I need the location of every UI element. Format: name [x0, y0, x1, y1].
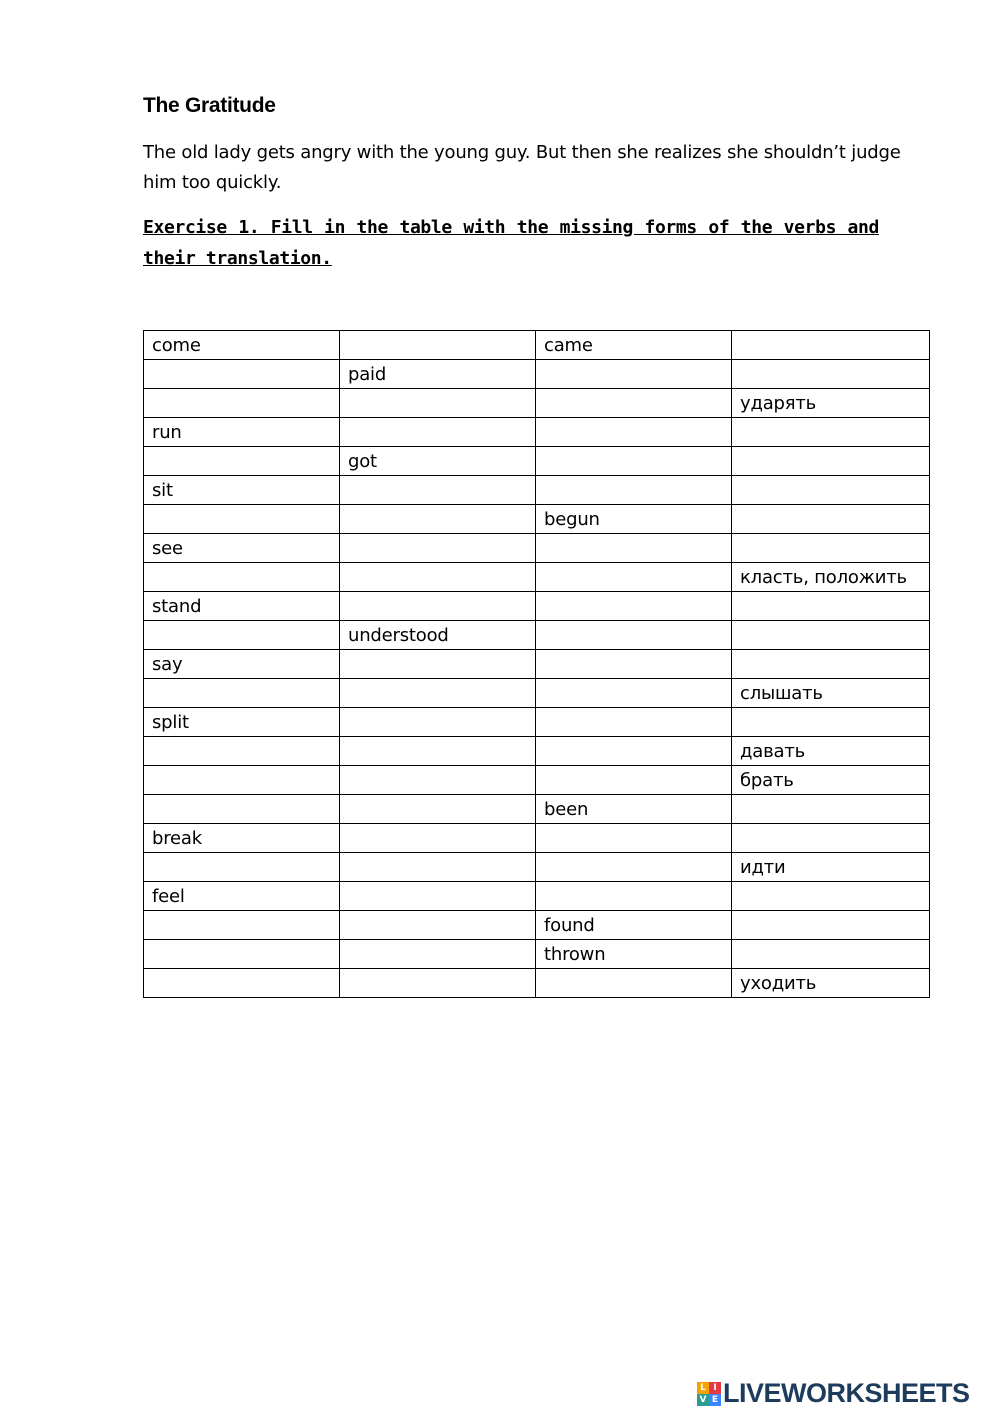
- table-row: [144, 940, 930, 969]
- table-cell[interactable]: [536, 766, 732, 795]
- table-cell[interactable]: [340, 795, 536, 824]
- table-row: [144, 534, 930, 563]
- table-cell: found: [536, 911, 732, 940]
- table-row: [144, 766, 930, 795]
- table-cell: came: [536, 331, 732, 360]
- table-cell[interactable]: [340, 679, 536, 708]
- table-cell[interactable]: [536, 592, 732, 621]
- table-row: [144, 795, 930, 824]
- table-cell[interactable]: [340, 853, 536, 882]
- table-cell: split: [144, 708, 340, 737]
- table-cell[interactable]: [732, 360, 930, 389]
- table-cell[interactable]: [340, 418, 536, 447]
- table-row: [144, 824, 930, 853]
- table-cell[interactable]: [536, 679, 732, 708]
- table-cell: уходить: [732, 969, 930, 998]
- table-cell[interactable]: [340, 766, 536, 795]
- table-cell[interactable]: [732, 592, 930, 621]
- liveworksheets-brand: [697, 1378, 970, 1409]
- table-cell[interactable]: [536, 534, 732, 563]
- table-cell[interactable]: [732, 824, 930, 853]
- table-cell[interactable]: [340, 476, 536, 505]
- table-cell[interactable]: [340, 592, 536, 621]
- table-cell[interactable]: [732, 795, 930, 824]
- table-cell[interactable]: [536, 447, 732, 476]
- table-cell[interactable]: [340, 940, 536, 969]
- table-cell[interactable]: [536, 824, 732, 853]
- table-row: [144, 882, 930, 911]
- logo-letter: I: [709, 1382, 721, 1394]
- table-cell: ударять: [732, 389, 930, 418]
- table-row: [144, 679, 930, 708]
- table-cell: thrown: [536, 940, 732, 969]
- liveworksheets-logo-icon: [697, 1382, 721, 1406]
- table-cell: begun: [536, 505, 732, 534]
- verb-table-body: [144, 331, 930, 998]
- table-cell[interactable]: [340, 737, 536, 766]
- table-cell[interactable]: [732, 621, 930, 650]
- table-cell[interactable]: [144, 679, 340, 708]
- table-cell: break: [144, 824, 340, 853]
- table-row: [144, 331, 930, 360]
- table-row: [144, 418, 930, 447]
- table-cell: давать: [732, 737, 930, 766]
- table-cell[interactable]: [340, 969, 536, 998]
- exercise-instruction: Exercise 1. Fill in the table with the missing forms of the verbs and their translation.: [143, 217, 879, 269]
- table-cell[interactable]: [536, 360, 732, 389]
- table-cell[interactable]: [732, 418, 930, 447]
- table-cell[interactable]: [732, 534, 930, 563]
- table-cell[interactable]: [144, 621, 340, 650]
- table-cell: stand: [144, 592, 340, 621]
- table-row: [144, 708, 930, 737]
- table-cell: understood: [340, 621, 536, 650]
- table-cell[interactable]: [144, 447, 340, 476]
- table-cell[interactable]: [536, 650, 732, 679]
- table-row: [144, 447, 930, 476]
- table-cell[interactable]: [340, 882, 536, 911]
- table-row: [144, 592, 930, 621]
- table-cell[interactable]: [536, 563, 732, 592]
- table-cell: got: [340, 447, 536, 476]
- table-cell[interactable]: [732, 331, 930, 360]
- logo-letter: V: [697, 1394, 709, 1406]
- table-row: [144, 360, 930, 389]
- table-cell[interactable]: [144, 940, 340, 969]
- table-cell[interactable]: [340, 650, 536, 679]
- brand-wordmark: LIVEWORKSHEETS: [723, 1378, 970, 1408]
- verb-forms-table: [143, 330, 930, 998]
- table-cell[interactable]: [536, 853, 732, 882]
- table-row: [144, 389, 930, 418]
- table-cell[interactable]: [144, 911, 340, 940]
- table-cell[interactable]: [144, 766, 340, 795]
- table-row: [144, 911, 930, 940]
- table-cell[interactable]: [340, 824, 536, 853]
- table-cell[interactable]: [536, 476, 732, 505]
- table-row: [144, 853, 930, 882]
- table-cell[interactable]: [340, 389, 536, 418]
- table-cell: идти: [732, 853, 930, 882]
- table-cell: слышать: [732, 679, 930, 708]
- table-cell[interactable]: [536, 882, 732, 911]
- table-cell[interactable]: [732, 447, 930, 476]
- table-cell[interactable]: [732, 505, 930, 534]
- document-title: The Gratitude: [143, 94, 276, 117]
- table-row: [144, 476, 930, 505]
- table-cell[interactable]: [340, 911, 536, 940]
- table-cell: paid: [340, 360, 536, 389]
- table-cell[interactable]: [732, 940, 930, 969]
- table-cell: sit: [144, 476, 340, 505]
- table-cell[interactable]: [536, 621, 732, 650]
- table-row: [144, 969, 930, 998]
- logo-letter: L: [697, 1382, 709, 1394]
- table-cell[interactable]: [340, 505, 536, 534]
- table-cell[interactable]: [536, 969, 732, 998]
- table-row: [144, 650, 930, 679]
- table-cell[interactable]: [340, 534, 536, 563]
- table-row: [144, 505, 930, 534]
- table-cell[interactable]: [536, 389, 732, 418]
- intro-paragraph: The old lady gets angry with the young guy. But then she realizes she shouldn’t judge him too quickly.: [143, 142, 901, 193]
- table-cell[interactable]: [732, 708, 930, 737]
- table-cell: feel: [144, 882, 340, 911]
- table-row: [144, 621, 930, 650]
- table-cell[interactable]: [340, 331, 536, 360]
- table-cell[interactable]: [144, 360, 340, 389]
- table-cell[interactable]: [536, 708, 732, 737]
- table-cell: say: [144, 650, 340, 679]
- table-cell[interactable]: [732, 650, 930, 679]
- table-cell[interactable]: [536, 737, 732, 766]
- table-cell[interactable]: [144, 737, 340, 766]
- table-cell[interactable]: [340, 708, 536, 737]
- table-cell: see: [144, 534, 340, 563]
- table-cell[interactable]: [732, 882, 930, 911]
- table-cell[interactable]: [144, 505, 340, 534]
- table-row: [144, 563, 930, 592]
- table-cell[interactable]: [144, 389, 340, 418]
- table-cell: come: [144, 331, 340, 360]
- table-cell[interactable]: [144, 563, 340, 592]
- logo-letter: E: [709, 1394, 721, 1406]
- table-cell: класть, положить: [732, 563, 930, 592]
- table-cell: run: [144, 418, 340, 447]
- table-cell: been: [536, 795, 732, 824]
- table-cell: брать: [732, 766, 930, 795]
- table-row: [144, 737, 930, 766]
- table-cell[interactable]: [144, 969, 340, 998]
- table-cell[interactable]: [732, 476, 930, 505]
- table-cell[interactable]: [144, 795, 340, 824]
- table-cell[interactable]: [340, 563, 536, 592]
- table-cell[interactable]: [144, 853, 340, 882]
- table-cell[interactable]: [732, 911, 930, 940]
- table-cell[interactable]: [536, 418, 732, 447]
